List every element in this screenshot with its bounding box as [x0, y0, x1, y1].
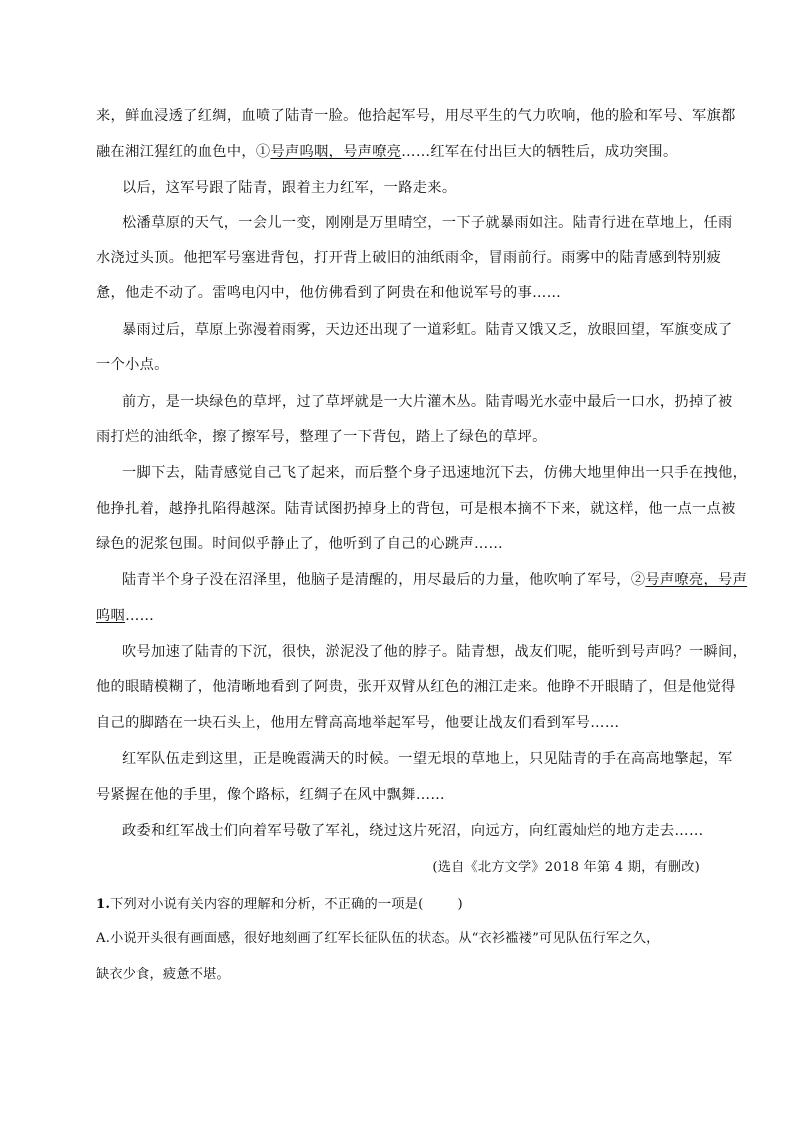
story-line: 号紧握在他的手里，像个路标，红绸子在风中飘舞……	[96, 787, 445, 803]
story-line	[96, 142, 678, 162]
question-stem	[96, 895, 463, 915]
story-line: 吹号加速了陆青的下沉，很快，淤泥没了他的脖子。陆青想，战友们呢，能听到号声吗？一瞬间，	[122, 644, 748, 660]
story-line: 以后，这军号跟了陆青，跟着主力红军，一路走来。	[122, 180, 457, 196]
story-line: 松潘草原的天气，一会儿一变，刚刚是万里晴空，一下子就暴雨如注。陆青行进在草地上，任雨	[122, 215, 733, 231]
story-line: 暴雨过后，草原上弥漫着雨雾，天边还出现了一道彩虹。陆青又饿又乏，放眼回望，军旗变成了	[122, 322, 733, 338]
text-run: 融在湘江猩红的血色中，①	[96, 144, 271, 160]
text-run: 陆青半个身子没在沼泽里，他脑子是清醒的，用尽最后的力量，他吹响了军号，②	[122, 572, 646, 588]
story-line: 绿色的泥浆包围。时间似乎静止了，他听到了自己的心跳声……	[96, 536, 504, 552]
text-run: ……红军在付出巨大的牺牲后，成功突围。	[401, 144, 678, 160]
story-line	[96, 606, 154, 626]
story-line: 水浇过头顶。他把军号塞进背包，打开背上破旧的油纸雨伞，冒雨前行。雨雾中的陆青感到特别疲	[96, 250, 722, 266]
story-line: 一脚下去，陆青感觉自己飞了起来，而后整个身子迅速地沉下去，仿佛大地里伸出一只手在拽他，	[122, 465, 748, 481]
story-line: 前方，是一块绿色的草坪，过了草坪就是一大片灌木丛。陆青喝光水壶中最后一口水，扔掉了被	[122, 394, 733, 410]
underlined-phrase-1: 号声呜咽，号声嘹亮	[270, 144, 402, 160]
source-citation: (选自《北方文学》2018 年第 4 期，有删改)	[432, 860, 700, 875]
underlined-phrase-2: 号声嘹亮，号声	[645, 572, 748, 588]
story-line: 他的眼睛模糊了，他清晰地看到了阿贵，张开双臂从红色的湘江走来。他睁不开眼睛了，但是他觉得	[96, 679, 736, 695]
story-line: 他挣扎着，越挣扎陷得越深。陆青试图扔掉身上的背包，可是根本摘不下来，就这样，他一点一点被	[96, 501, 736, 517]
answer-paren-open: (	[418, 897, 424, 912]
option-a-cont: 缺衣少食，疲惫不堪。	[96, 967, 230, 982]
story-line: 自己的脚踏在一块石头上，他用左臂高高地举起军号，他要让战友们看到军号……	[96, 715, 620, 731]
story-line: 惫，他走不动了。雷鸣电闪中，他仿佛看到了阿贵在和他说军号的事……	[96, 285, 562, 301]
story-line: 一个小点。	[96, 357, 169, 373]
option-a: A.小说开头很有画面感，很好地刻画了红军长征队伍的状态。从“衣衫褴褛”可见队伍行军之久，	[96, 931, 660, 946]
story-line	[122, 570, 747, 590]
story-line: 来，鲜血浸透了红绸，血喷了陆青一脸。他拾起军号，用尽平生的气力吹响，他的脸和军号、军旗都	[96, 108, 736, 124]
question-number: 1.	[96, 897, 111, 912]
story-line: 红军队伍走到这里，正是晚霞满天的时候。一望无垠的草地上，只见陆青的手在高高地擎起，军	[122, 751, 733, 767]
question-text: 下列对小说有关内容的理解和分析，不正确的一项是	[110, 897, 419, 912]
story-line: 政委和红军战士们向着军号敬了军礼，绕过这片死沼，向远方，向红霞灿烂的地方走去……	[122, 823, 704, 839]
text-run: ……	[125, 608, 155, 624]
underlined-phrase-2-cont: 呜咽	[96, 608, 126, 624]
story-line: 雨打烂的油纸伞，擦了擦军号，整理了一下背包，踏上了绿色的草坪。	[96, 429, 547, 445]
answer-paren-close: )	[457, 897, 463, 912]
